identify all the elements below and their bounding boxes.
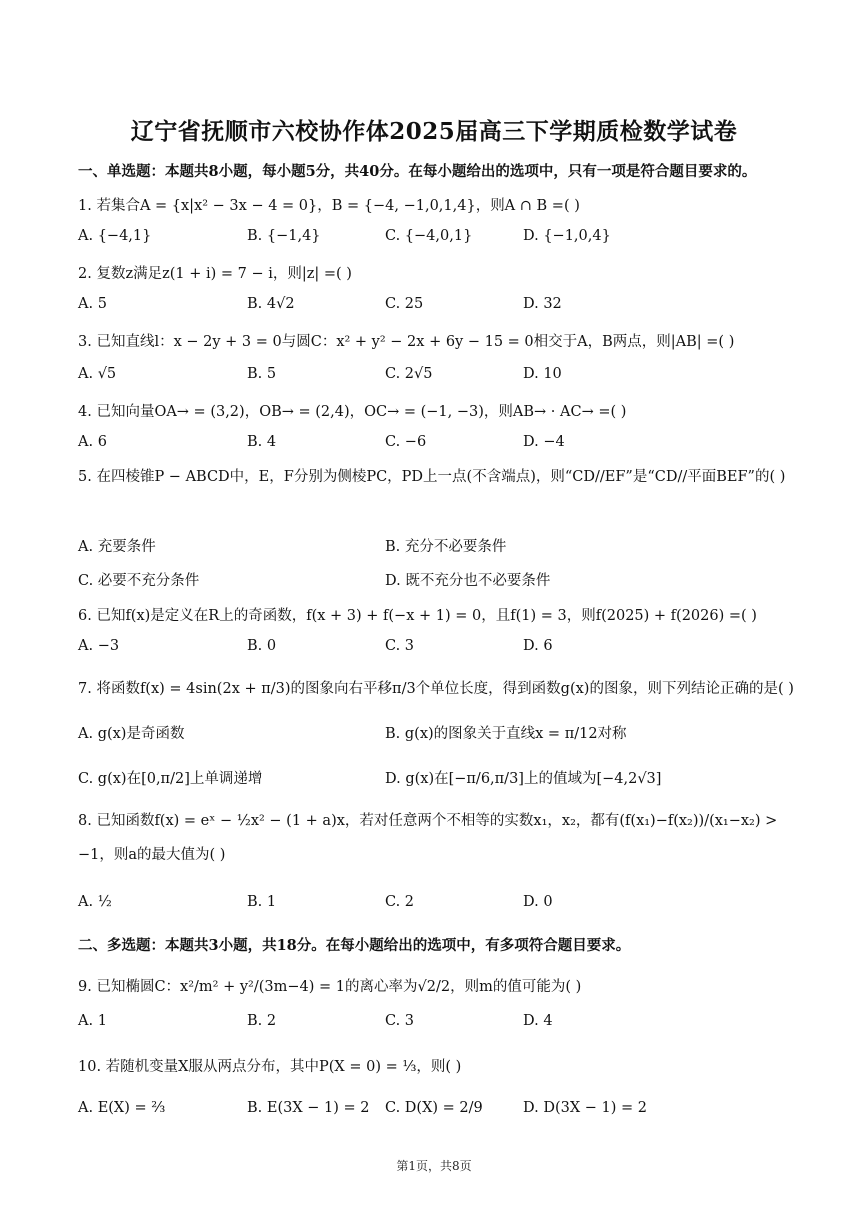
option: B. 4: [247, 434, 277, 450]
option: A. ½: [78, 894, 112, 910]
section-single-choice: 一、单选题：本题共8小题，每小题5分，共40分。在每小题给出的选项中，只有一项是符合题目要求的。: [78, 163, 757, 180]
option: B. 充分不必要条件: [385, 539, 507, 555]
option: C. {−4,0,1}: [385, 228, 473, 244]
question-2: 2. 复数z满足z(1 + i) = 7 − i，则|z| =( ): [78, 266, 352, 282]
option: B. 1: [247, 894, 277, 910]
option: C. 必要不充分条件: [78, 573, 200, 589]
option: D. 4: [523, 1013, 553, 1029]
option: C. 3: [385, 638, 415, 654]
option: C. D(X) = 2/9: [385, 1100, 483, 1116]
question-8: 8. 已知函数f(x) = eˣ − ½x² − (1 + a)x，若对任意两个不相等的实数x₁，x₂，都有(f(x₁)−f(x₂))/(x₁−x₂) > −1，则a的最大值为( ): [78, 813, 778, 863]
option: D. D(3X − 1) = 2: [523, 1100, 648, 1116]
option: D. 既不充分也不必要条件: [385, 573, 551, 589]
option: C. 3: [385, 1013, 415, 1029]
option: A. 1: [78, 1013, 107, 1029]
option: C. 2√5: [385, 366, 433, 382]
exam-title: 辽宁省抚顺市六校协作体2025届高三下学期质检数学试卷: [130, 118, 738, 145]
option: A. −3: [78, 638, 120, 654]
question-1: 1. 若集合A = {x|x² − 3x − 4 = 0}，B = {−4, −1,0,1,4}，则A ∩ B =( ): [78, 198, 580, 214]
question-7: 7. 将函数f(x) = 4sin(2x + π/3)的图象向右平移π/3个单位长度，得到函数g(x)的图象，则下列结论正确的是( ): [78, 681, 794, 697]
option: D. 32: [523, 296, 562, 312]
section-multiple-choice: 二、多选题：本题共3小题，共18分。在每小题给出的选项中，有多项符合题目要求。: [78, 937, 631, 954]
option: B. 2: [247, 1013, 277, 1029]
option: D. 0: [523, 894, 553, 910]
option: D. {−1,0,4}: [523, 228, 611, 244]
option: A. 6: [78, 434, 107, 450]
question-9: 9. 已知椭圆C：x²/m² + y²/(3m−4) = 1的离心率为√2/2，则m的值可能为( ): [78, 979, 582, 995]
option: C. g(x)在[0,π/2]上单调递增: [78, 771, 263, 787]
option: C. 25: [385, 296, 424, 312]
question-3: 3. 已知直线l：x − 2y + 3 = 0与圆C：x² + y² − 2x + 6y − 15 = 0相交于A，B两点，则|AB| =( ): [78, 334, 735, 350]
option: B. {−1,4}: [247, 228, 321, 244]
option: D. 6: [523, 638, 553, 654]
option: A. g(x)是奇函数: [78, 726, 185, 742]
option: C. 2: [385, 894, 415, 910]
option: A. 充要条件: [78, 539, 156, 555]
option: B. E(3X − 1) = 2: [247, 1100, 370, 1116]
question-4: 4. 已知向量OA→ = (3,2)，OB→ = (2,4)，OC→ = (−1, −3)，则AB→ · AC→ =( ): [78, 404, 627, 420]
option: D. −4: [523, 434, 565, 450]
question-5: 5. 在四棱锥P − ABCD中，E，F分别为侧棱PC，PD上一点(不含端点)，则“CD//EF”是“CD//平面BEF”的( ): [78, 469, 786, 485]
option: A. {−4,1}: [78, 228, 152, 244]
option: D. g(x)在[−π/6,π/3]上的值域为[−4,2√3]: [385, 771, 662, 787]
option: B. 5: [247, 366, 277, 382]
option: A. 5: [78, 296, 107, 312]
option: B. g(x)的图象关于直线x = π/12对称: [385, 726, 627, 742]
option: B. 0: [247, 638, 277, 654]
option: A. √5: [78, 366, 117, 382]
option: A. E(X) = ⅔: [78, 1100, 166, 1116]
page-footer: 第1页，共8页: [396, 1159, 472, 1173]
option: D. 10: [523, 366, 562, 382]
question-10: 10. 若随机变量X服从两点分布，其中P(X = 0) = ⅓，则( ): [78, 1059, 462, 1075]
option: B. 4√2: [247, 296, 295, 312]
option: C. −6: [385, 434, 427, 450]
question-6: 6. 已知f(x)是定义在R上的奇函数，f(x + 3) + f(−x + 1) = 0，且f(1) = 3，则f(2025) + f(2026) =( ): [78, 608, 757, 624]
